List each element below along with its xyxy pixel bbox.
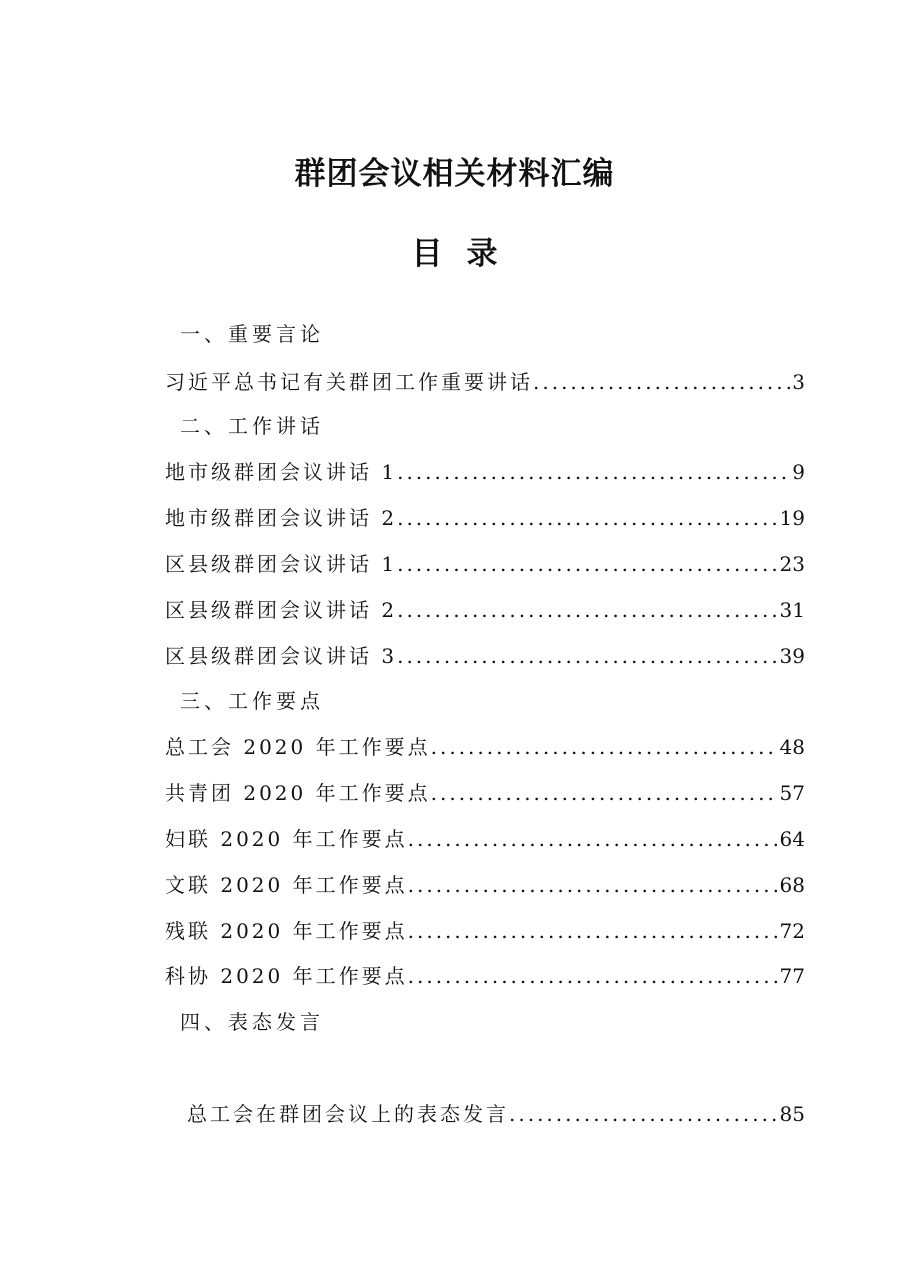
toc-entry-label: 区县级群团会议讲话 2 (165, 598, 398, 622)
toc-entry[interactable] (165, 732, 805, 762)
toc-entry[interactable] (165, 641, 805, 671)
toc-entry[interactable] (165, 961, 805, 991)
toc-entry-label: 妇联 2020 年工作要点 (165, 827, 408, 851)
toc-leader-dots (397, 641, 777, 671)
toc-leader-dots (509, 1099, 778, 1129)
toc-entry-page: 39 (779, 644, 805, 668)
toc-entry-page: 3 (792, 370, 805, 394)
toc-leader-dots (397, 549, 777, 579)
document-title: 群团会议相关材料汇编 (294, 156, 615, 192)
toc-entry-page: 19 (779, 506, 805, 530)
toc-entry[interactable] (187, 1099, 805, 1129)
toc-entry[interactable] (165, 503, 805, 533)
toc-entry-label: 文联 2020 年工作要点 (165, 873, 408, 897)
toc-entry-label: 科协 2020 年工作要点 (165, 964, 408, 988)
toc-entry-label: 区县级群团会议讲话 1 (165, 552, 398, 576)
toc-entry-page: 68 (779, 873, 805, 897)
toc-entry-page: 31 (779, 598, 805, 622)
toc-entry-page: 77 (779, 964, 805, 988)
toc-entry-page: 72 (779, 919, 805, 943)
toc-entry[interactable] (165, 457, 805, 487)
toc-entry-label: 残联 2020 年工作要点 (165, 919, 408, 943)
toc-entry-label: 区县级群团会议讲话 3 (165, 644, 398, 668)
toc-entry-page: 85 (779, 1102, 805, 1126)
toc-leader-dots (431, 778, 778, 808)
toc-entry-label: 总工会在群团会议上的表态发言 (187, 1102, 509, 1126)
toc-leader-dots (397, 457, 790, 487)
toc-leader-dots (533, 367, 790, 397)
toc-section-heading: 二、工作讲话 (180, 414, 324, 438)
toc-entry[interactable] (165, 870, 805, 900)
toc-entry[interactable] (165, 824, 805, 854)
toc-entry[interactable] (165, 367, 805, 397)
toc-entry-page: 23 (779, 552, 805, 576)
toc-entry[interactable] (165, 595, 805, 625)
toc-leader-dots (408, 961, 778, 991)
toc-leader-dots (408, 824, 778, 854)
toc-leader-dots (397, 595, 777, 625)
toc-entry-label: 共青团 2020 年工作要点 (165, 781, 431, 805)
toc-entry[interactable] (165, 916, 805, 946)
toc-entry-label: 地市级群团会议讲话 1 (165, 460, 398, 484)
toc-entry-label: 总工会 2020 年工作要点 (165, 735, 431, 759)
toc-section-heading: 一、重要言论 (180, 322, 324, 346)
toc-entry-page: 57 (779, 781, 805, 805)
toc-entry-page: 64 (779, 827, 805, 851)
toc-entry-page: 9 (792, 460, 805, 484)
toc-leader-dots (408, 870, 778, 900)
toc-section-heading: 四、表态发言 (180, 1010, 324, 1034)
toc-entry-label: 习近平总书记有关群团工作重要讲话 (165, 370, 533, 394)
toc-entry[interactable] (165, 549, 805, 579)
toc-section-heading: 三、工作要点 (180, 689, 324, 713)
toc-leader-dots (408, 916, 778, 946)
toc-entry-page: 48 (779, 735, 805, 759)
toc-entry-label: 地市级群团会议讲话 2 (165, 506, 398, 530)
toc-leader-dots (431, 732, 778, 762)
toc-leader-dots (397, 503, 777, 533)
toc-heading: 目录 (411, 236, 522, 272)
toc-entry[interactable] (165, 778, 805, 808)
